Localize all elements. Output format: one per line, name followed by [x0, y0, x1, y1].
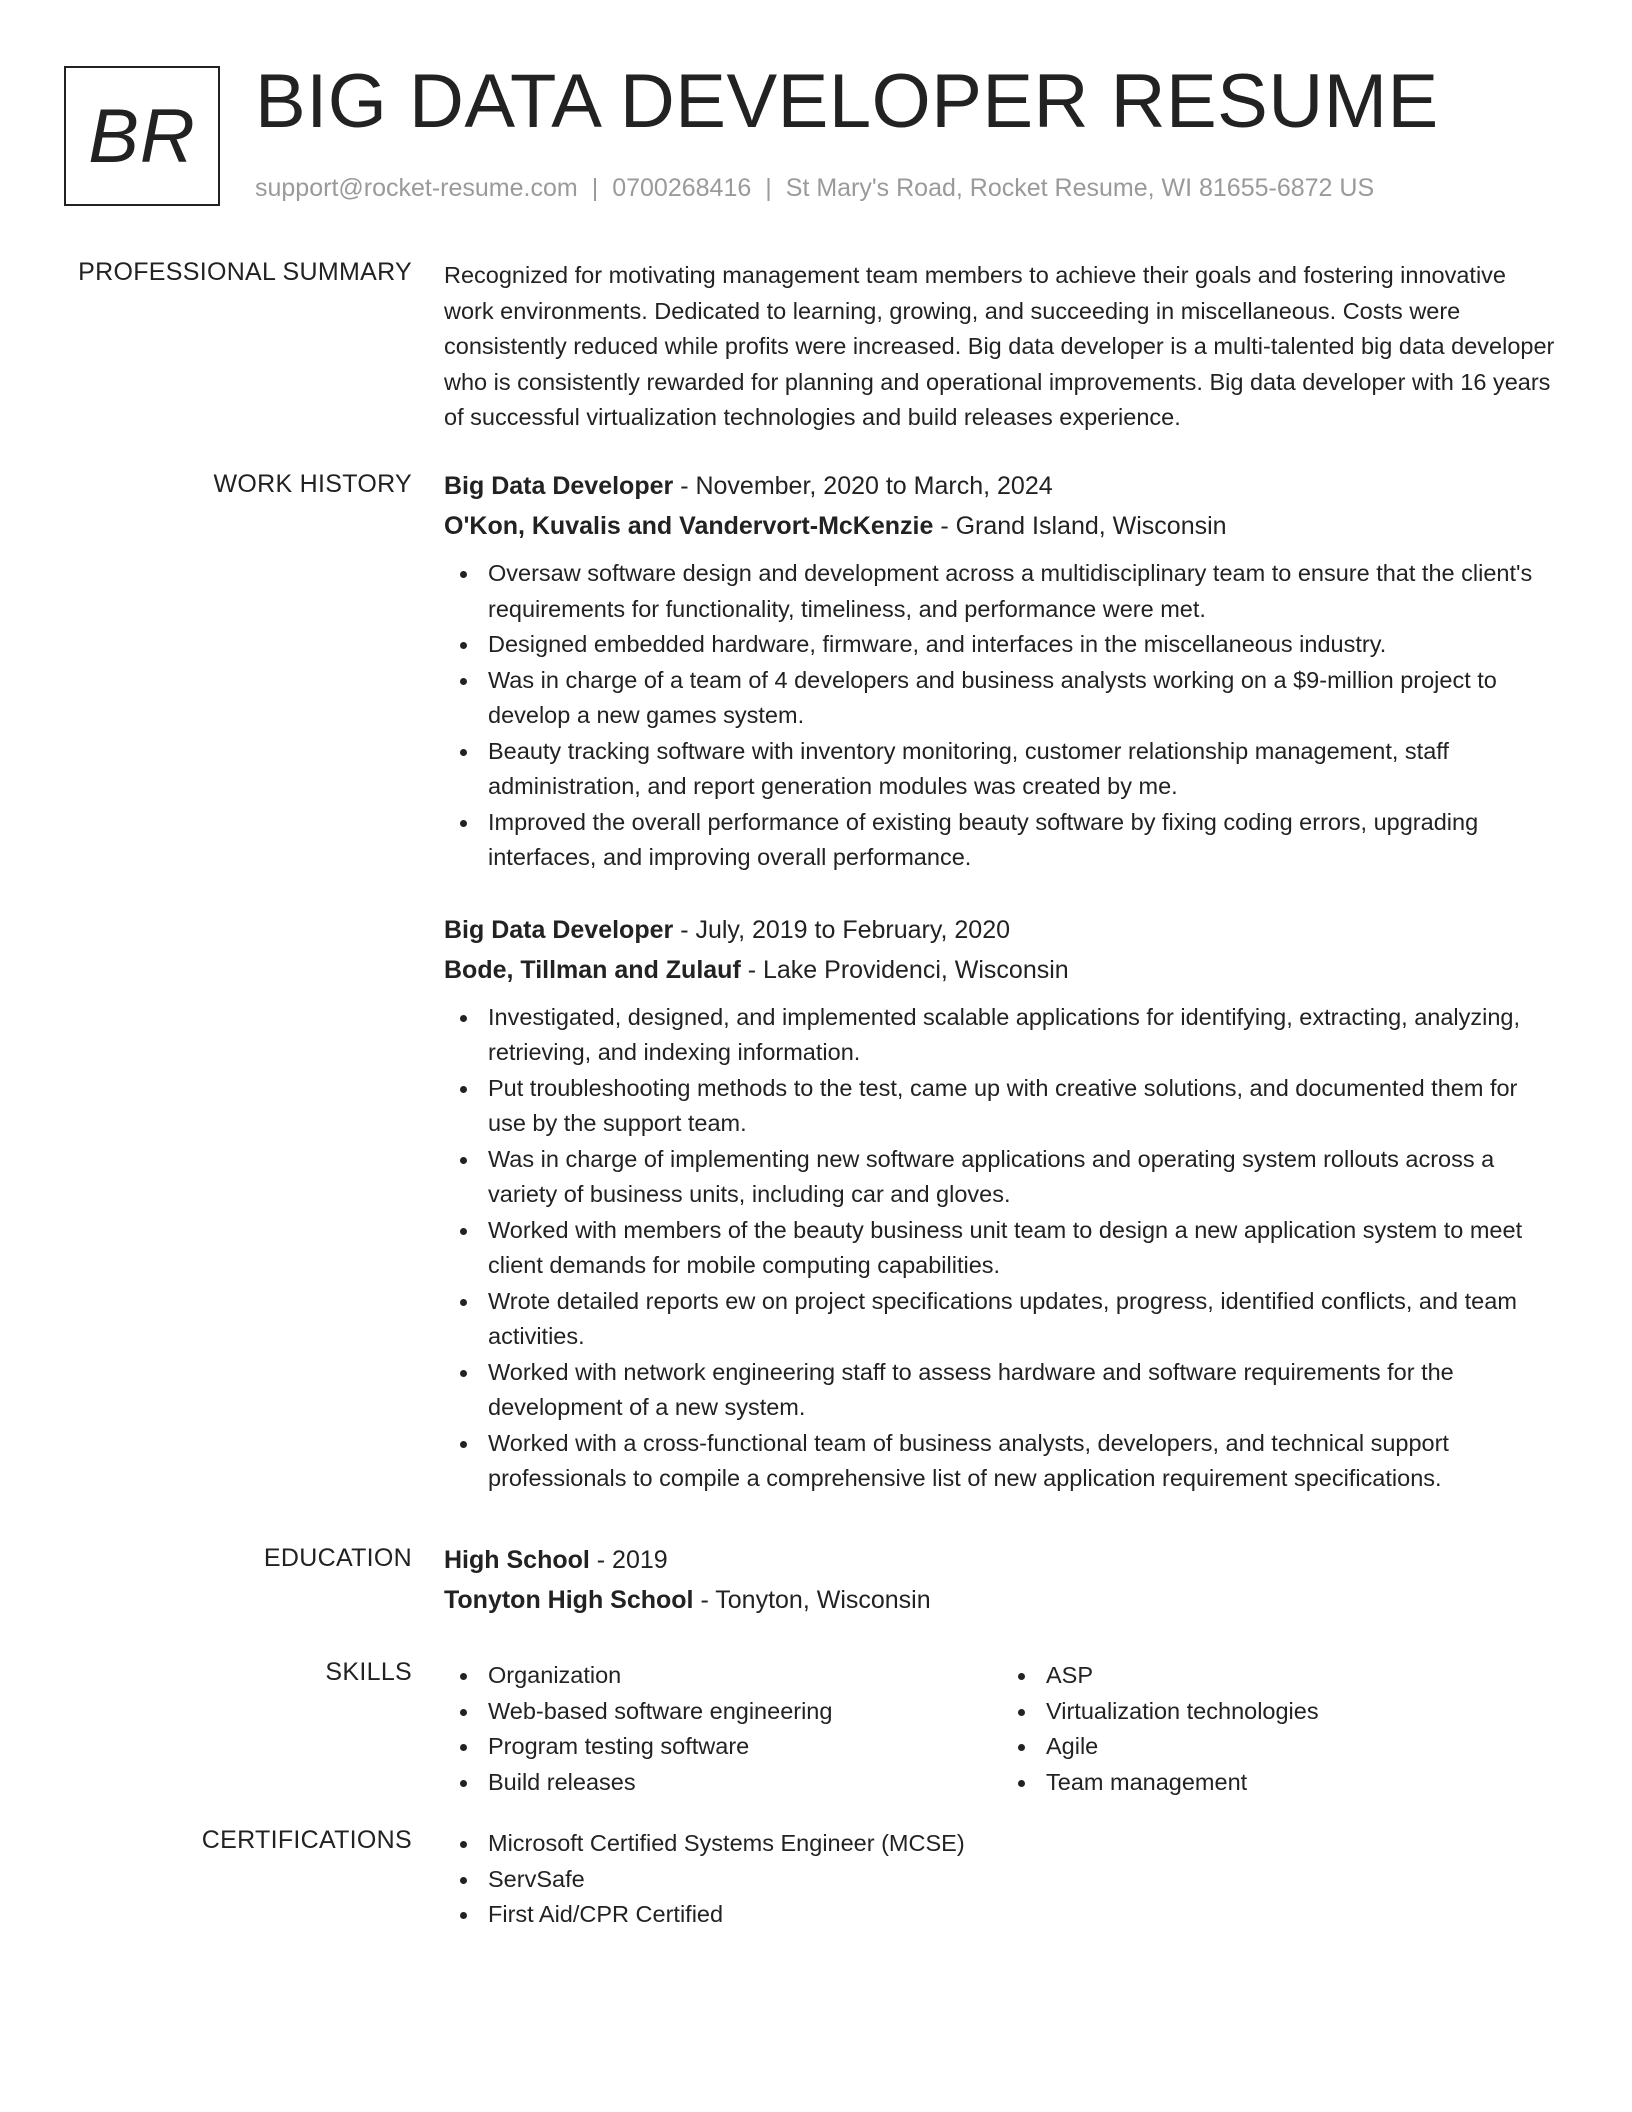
job-title: Big Data Developer [444, 472, 674, 500]
job-company-line [444, 950, 1560, 990]
contact-separator: | [765, 174, 772, 202]
job-bullet-list [444, 1000, 1560, 1497]
list-item: Beauty tracking software with inventory monitoring, customer relationship management, staff administration, and report generation modules was created by me. [488, 734, 1560, 805]
contact-email[interactable]: support@rocket-resume.com [255, 174, 578, 202]
list-item: Was in charge of implementing new software applications and operating system rollouts across a variety of business units, including car and gloves. [488, 1142, 1560, 1213]
job-bullet-list [444, 556, 1560, 876]
section-heading-certifications: CERTIFICATIONS [201, 1826, 412, 1854]
list-item: Web-based software engineering [488, 1694, 1002, 1730]
page-title: BIG DATA DEVELOPER RESUME [255, 59, 1439, 144]
list-item: Microsoft Certified Systems Engineer (MCSE) [488, 1826, 1560, 1862]
contact-line [255, 174, 1374, 203]
job-company-line [444, 506, 1560, 546]
list-item: Improved the overall performance of existing beauty software by fixing coding errors, upgrading interfaces, and improving overall performance. [488, 805, 1560, 876]
skills-list-col1 [444, 1658, 1002, 1800]
education-degree: High School [444, 1546, 590, 1574]
list-item: Build releases [488, 1765, 1002, 1801]
job-location: - Grand Island, Wisconsin [933, 512, 1227, 540]
skills-list-col2 [1002, 1658, 1560, 1800]
education-body [444, 1540, 1560, 1620]
job-entry [444, 466, 1560, 876]
list-item: Put troubleshooting methods to the test, came up with creative solutions, and documented them for use by the support team. [488, 1071, 1560, 1142]
summary-body [444, 258, 1560, 436]
job-entry [444, 910, 1560, 1497]
job-dates: - November, 2020 to March, 2024 [673, 472, 1053, 500]
education-year: - 2019 [589, 1546, 668, 1574]
education-school: Tonyton High School [444, 1586, 694, 1614]
list-item: Team management [1046, 1765, 1560, 1801]
certifications-body [444, 1826, 1560, 1933]
job-dates: - July, 2019 to February, 2020 [673, 915, 1011, 944]
contact-separator: | [591, 174, 599, 202]
list-item: Investigated, designed, and implemented scalable applications for identifying, extracting, analyzing, retrieving, and indexing information. [488, 1000, 1560, 1071]
list-item: Oversaw software design and development across a multidisciplinary team to ensure that the client's requirements for functionality, timeliness, and performance were met. [488, 556, 1560, 627]
section-heading-work-history: WORK HISTORY [213, 470, 412, 498]
list-item: First Aid/CPR Certified [488, 1897, 1560, 1933]
job-title-line [444, 466, 1560, 506]
list-item: Worked with a cross-functional team of business analysts, developers, and technical support professionals to compile a comprehensive list of new application requirement specifications. [488, 1426, 1560, 1497]
section-heading-summary: PROFESSIONAL SUMMARY [78, 258, 412, 286]
list-item: Was in charge of a team of 4 developers and business analysts working on a $9-million project to develop a new games system. [488, 663, 1560, 734]
job-title-line [444, 910, 1560, 950]
summary-text: Recognized for motivating management team members to achieve their goals and fostering innovative work environments. Dedicated to learning, growing, and succeeding in miscellaneous. Costs were consistently reduced while profits were increased. Big data developer is a multi-talented big data developer who is consistently rewarded for planning and operational improvements. Big data developer with 16 years of successful virtualization technologies and build releases experience. [444, 262, 1555, 430]
job-title: Big Data Developer [444, 915, 674, 944]
list-item: Virtualization technologies [1046, 1694, 1560, 1730]
certifications-list [444, 1826, 1560, 1933]
list-item: ServSafe [488, 1862, 1560, 1898]
job-company: O'Kon, Kuvalis and Vandervort-McKenzie [444, 512, 934, 540]
education-location: - Tonyton, Wisconsin [693, 1586, 931, 1614]
section-heading-skills: SKILLS [325, 1658, 412, 1686]
monogram-logo: BR [64, 66, 220, 206]
section-heading-education: EDUCATION [263, 1544, 412, 1572]
list-item: Wrote detailed reports ew on project specifications updates, progress, identified conflicts, and team activities. [488, 1284, 1560, 1355]
job-company: Bode, Tillman and Zulauf [444, 955, 741, 984]
list-item: Organization [488, 1658, 1002, 1694]
list-item: Designed embedded hardware, firmware, and interfaces in the miscellaneous industry. [488, 627, 1560, 663]
contact-phone[interactable]: 0700268416 [612, 174, 752, 202]
list-item: Worked with members of the beauty business unit team to design a new application system to meet client demands for mobile computing capabilities. [488, 1213, 1560, 1284]
education-school-line [444, 1580, 1560, 1620]
education-degree-line [444, 1540, 1560, 1580]
list-item: Agile [1046, 1729, 1560, 1765]
list-item: Worked with network engineering staff to assess hardware and software requirements for the development of a new system. [488, 1355, 1560, 1426]
job-location: - Lake Providenci, Wisconsin [740, 955, 1069, 984]
list-item: ASP [1046, 1658, 1560, 1694]
contact-address: St Mary's Road, Rocket Resume, WI 81655-6872 US [785, 174, 1375, 202]
work-history-body [444, 466, 1560, 1497]
skills-body [444, 1658, 1560, 1800]
list-item: Program testing software [488, 1729, 1002, 1765]
